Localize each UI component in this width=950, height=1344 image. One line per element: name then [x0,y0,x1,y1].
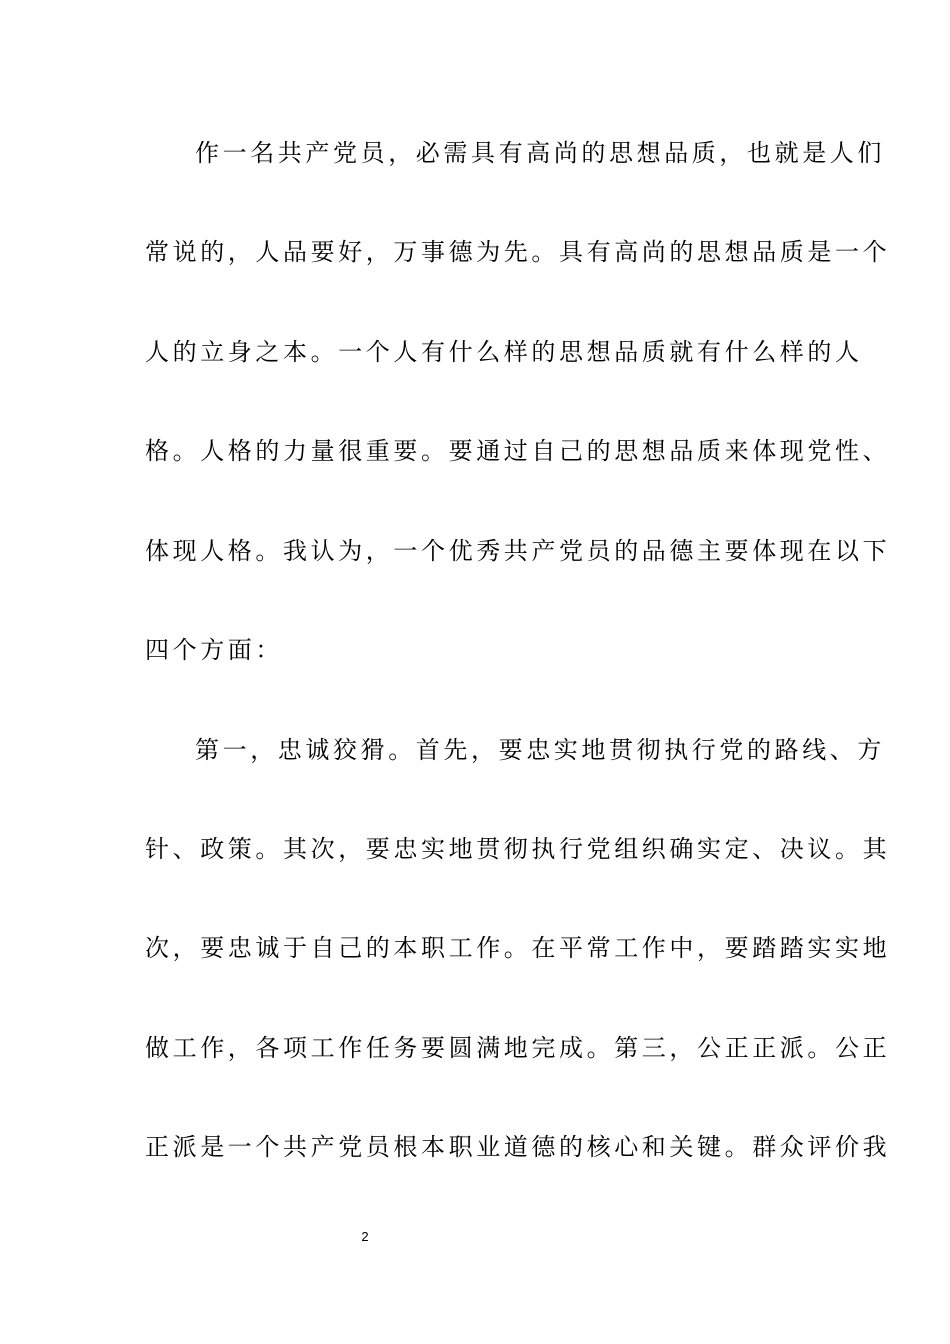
paragraph-2-line-1: 第一，忠诚狡猾。首先，要忠实地贯彻执行党的路线、方 [195,736,885,764]
paragraph-1-line-4: 格。人格的力量很重要。要通过自己的思想品质来体现党性、 [145,437,891,465]
paragraph-2-line-5: 正派是一个共产党员根本职业道德的核心和关键。群众评价我 [145,1133,891,1161]
paragraph-2-line-3: 次，要忠诚于自己的本职工作。在平常工作中，要踏踏实实地 [145,934,891,962]
paragraph-1-line-2: 常说的，人品要好，万事德为先。具有高尚的思想品质是一个 [145,238,891,266]
page-number: 2 [361,1229,369,1244]
paragraph-1-line-3: 人的立身之本。一个人有什么样的思想品质就有什么样的人 [145,338,863,366]
paragraph-1-line-6: 四个方面： [145,636,283,664]
paragraph-2-line-2: 针、政策。其次，要忠实地贯彻执行党组织确实定、决议。其 [145,835,891,863]
paragraph-2-line-4: 做工作，各项工作任务要圆满地完成。第三，公正正派。公正 [145,1034,891,1062]
paragraph-1-line-5: 体现人格。我认为，一个优秀共产党员的品德主要体现在以下 [145,537,891,565]
paragraph-1-line-1: 作一名共产党员，必需具有高尚的思想品质，也就是人们 [195,139,885,167]
